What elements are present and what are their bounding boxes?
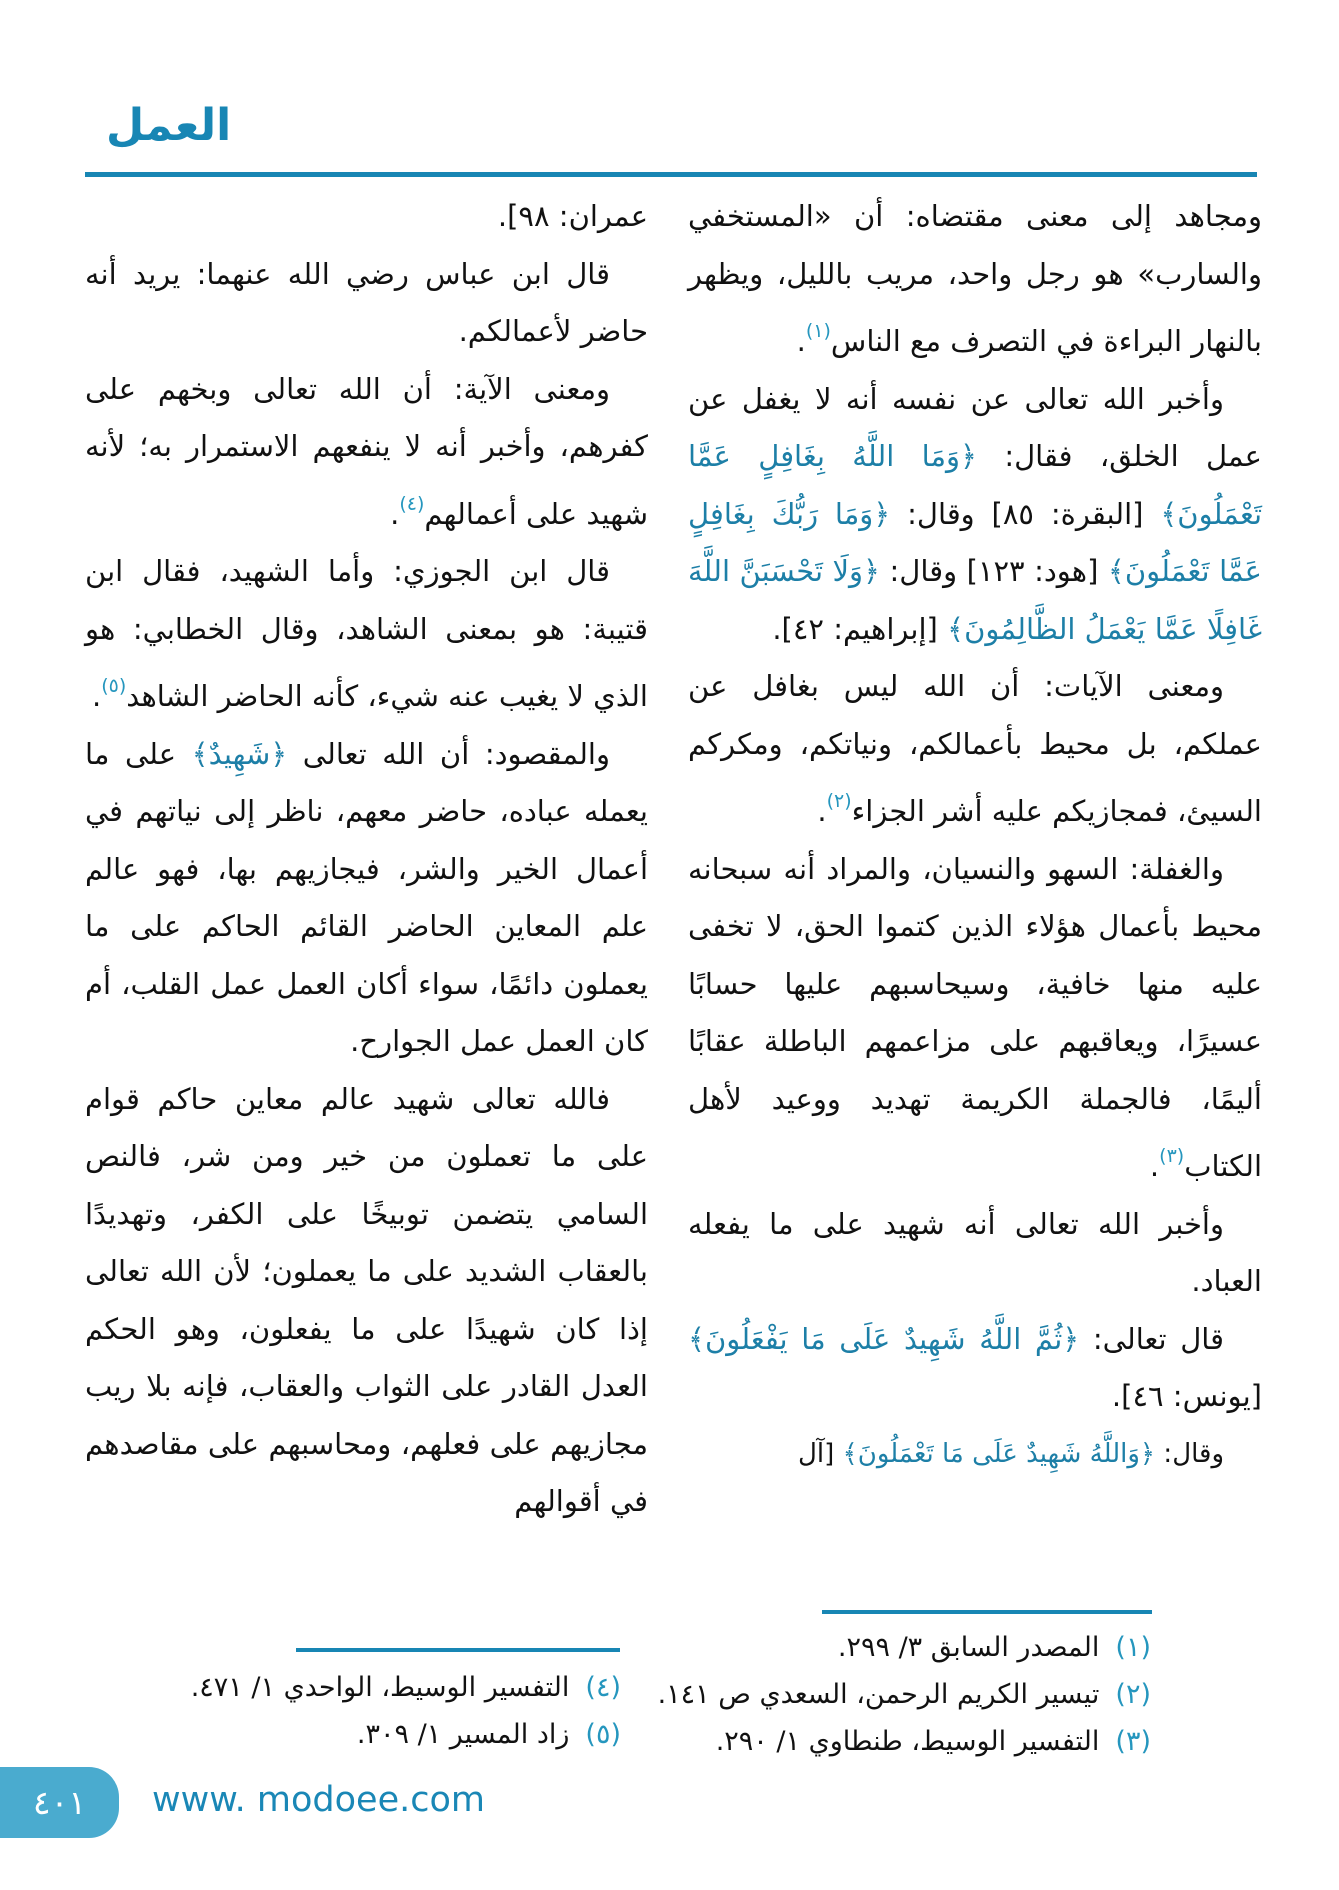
footnote-text: المصدر السابق ٣/ ٢٩٩. — [837, 1632, 1100, 1663]
quran-verse: ﴿وَلَا تَحْسَبَنَّ اللَّهَ غَافِلًا عَمَّا يَعْمَلُ الظَّالِمُونَ﴾ — [688, 554, 1262, 646]
body-text: ومعنى الآيات: أن الله ليس بغافل عن عملكم، بل محيط بأعمالكم، ونياتكم، ومكركم السيئ، فمجازيكم عليه أشر الجزاء — [688, 669, 1262, 828]
body-paragraph — [85, 726, 648, 1071]
body-text: قال تعالى: — [1079, 1321, 1224, 1356]
footnotes-right — [657, 1624, 1151, 1765]
body-text: قال ابن الجوزي: وأما الشهيد، فقال ابن قتيبة: هو بمعنى الشاهد، وقال الخطابي: هو الذي لا يغيب عنه شيء، كأنه الحاضر الشاهد — [85, 554, 648, 713]
body-paragraph — [688, 1426, 1262, 1484]
body-text: . — [1149, 1149, 1160, 1183]
footnote-ref: (٥) — [101, 675, 127, 697]
body-paragraph — [688, 371, 1262, 659]
website-link[interactable]: www. modoee.com — [152, 1780, 485, 1820]
footnote-text: زاد المسير ١/ ٣٠٩. — [356, 1719, 570, 1750]
footnote-ref: (٤) — [399, 492, 425, 515]
quran-verse: ﴿ثُمَّ اللَّهُ شَهِيدٌ عَلَى مَا يَفْعَلُونَ﴾ — [688, 1321, 1080, 1356]
footnote — [85, 1664, 621, 1711]
body-text: . — [92, 679, 102, 713]
quran-verse: ﴿شَهِيدٌ﴾ — [191, 736, 288, 771]
page-number: ٤٠١ — [32, 1783, 87, 1822]
body-text: . — [390, 496, 400, 531]
footnote — [657, 1671, 1151, 1718]
body-text: وأخبر الله تعالى عن نفسه أنه لا يغفل عن عمل الخلق، فقال: — [688, 381, 1262, 473]
footnote-text: تيسير الكريم الرحمن، السعدي ص ١٤١. — [657, 1679, 1100, 1710]
footnote — [688, 1624, 1151, 1671]
body-text: . — [817, 794, 827, 828]
body-paragraph — [85, 361, 648, 544]
column-left — [85, 188, 648, 1531]
footnote-ref: (٢) — [826, 790, 852, 812]
body-text: عمران: ٩٨]. — [497, 199, 648, 233]
quran-verse: ﴿وَمَا رَبُّكَ بِغَافِلٍ عَمَّا تَعْمَلُونَ﴾ — [688, 496, 1262, 588]
quran-verse: ﴿وَاللَّهُ شَهِيدٌ عَلَى مَا تَعْمَلُونَ﴾ — [842, 1438, 1156, 1469]
footnote-number: (٣) — [1115, 1726, 1151, 1757]
footnote-number: (٢) — [1115, 1679, 1151, 1710]
footnote — [85, 1711, 621, 1758]
footnote-number: (٤) — [585, 1672, 621, 1703]
footnote-separator-left — [296, 1648, 620, 1652]
footnote-ref: (٣) — [1159, 1145, 1185, 1167]
quran-verse: ﴿وَمَا اللَّهُ بِغَافِلٍ عَمَّا تَعْمَلُونَ﴾ — [688, 439, 1263, 531]
body-text: فالله تعالى شهيد عالم معاين حاكم قوام على ما تعملون من خير ومن شر، فالنص السامي يتضمن توبيخًا على الكفر، وتهديدًا بالعقاب الشديد على ما يعملون؛ لأن الله تعالى إذا كان شهيدًا على ما يفعلون، وهو الحكم العدل القادر على الثواب والعقاب، فإنه بلا ريب مجازيهم على فعلهم، ومحاسبهم على مقاصدهم في أقوالهم — [85, 1081, 648, 1518]
body-text: [هود: ١٢٣] وقال: — [880, 554, 1108, 588]
body-paragraph — [688, 188, 1262, 371]
footnotes-left — [85, 1664, 621, 1758]
body-paragraph — [688, 658, 1262, 841]
body-text: [آل — [798, 1438, 843, 1469]
body-paragraph — [85, 1071, 648, 1531]
body-text: على ما يعمله عباده، حاضر معهم، ناظر إلى نياتهم في أعمال الخير والشر، فيجازيهم بها، فهو عالم علم المعاين الحاضر القائم الحاكم على ما يعملون دائمًا، سواء أكان العمل عمل القلب، أم كان العمل عمل الجوارح. — [85, 736, 648, 1058]
body-text: . — [796, 324, 806, 358]
page-header-title: العمل — [106, 100, 232, 151]
body-text: قال ابن عباس رضي الله عنهما: يريد أنه حاضر لأعمالكم. — [85, 256, 648, 348]
body-text: وقال: — [1155, 1438, 1224, 1469]
body-paragraph — [85, 543, 648, 726]
body-text: ومجاهد إلى معنى مقتضاه: أن «المستخفي والسارب» هو رجل واحد، مريب بالليل، ويظهر بالنهار البراءة في التصرف مع الناس — [688, 199, 1262, 358]
footnote-separator-right — [822, 1610, 1152, 1614]
body-paragraph — [688, 1311, 1262, 1426]
footnote-ref: (١) — [805, 320, 831, 342]
footnote — [688, 1718, 1151, 1765]
body-text: [إبراهيم: ٤٢]. — [772, 611, 948, 646]
body-text: والمقصود: أن الله تعالى — [287, 736, 610, 771]
body-paragraph — [85, 188, 648, 246]
footnote-text: التفسير الوسيط، طنطاوي ١/ ٢٩٠. — [715, 1726, 1100, 1757]
page-number-badge — [0, 1767, 119, 1838]
body-text: [يونس: ٤٦]. — [1111, 1379, 1262, 1413]
body-text: ومعنى الآية: أن الله تعالى وبخهم على كفرهم، وأخبر أنه لا ينفعهم الاستمرار به؛ لأنه شهيد على أعمالهم — [85, 371, 648, 531]
body-text: وأخبر الله تعالى أنه شهيد على ما يفعله العباد. — [688, 1206, 1262, 1298]
body-text: [البقرة: ٨٥] وقال: — [890, 496, 1161, 531]
footnote-text: التفسير الوسيط، الواحدي ١/ ٤٧١. — [190, 1672, 570, 1703]
footnote-number: (١) — [1115, 1632, 1151, 1663]
header-rule — [85, 172, 1257, 177]
body-paragraph — [688, 1196, 1262, 1311]
body-paragraph — [688, 841, 1262, 1196]
column-right — [688, 188, 1262, 1483]
footnote-number: (٥) — [585, 1719, 621, 1750]
body-paragraph — [85, 246, 648, 361]
body-text: والغفلة: السهو والنسيان، والمراد أنه سبحانه محيط بأعمال هؤلاء الذين كتموا الحق، لا تخفى عليه منها خافية، وسيحاسبهم عليها حسابًا عسيرًا، ويعاقبهم على مزاعمهم الباطلة عقابًا أليمًا، فالجملة الكريمة تهديد ووعيد لأهل الكتاب — [688, 851, 1262, 1183]
